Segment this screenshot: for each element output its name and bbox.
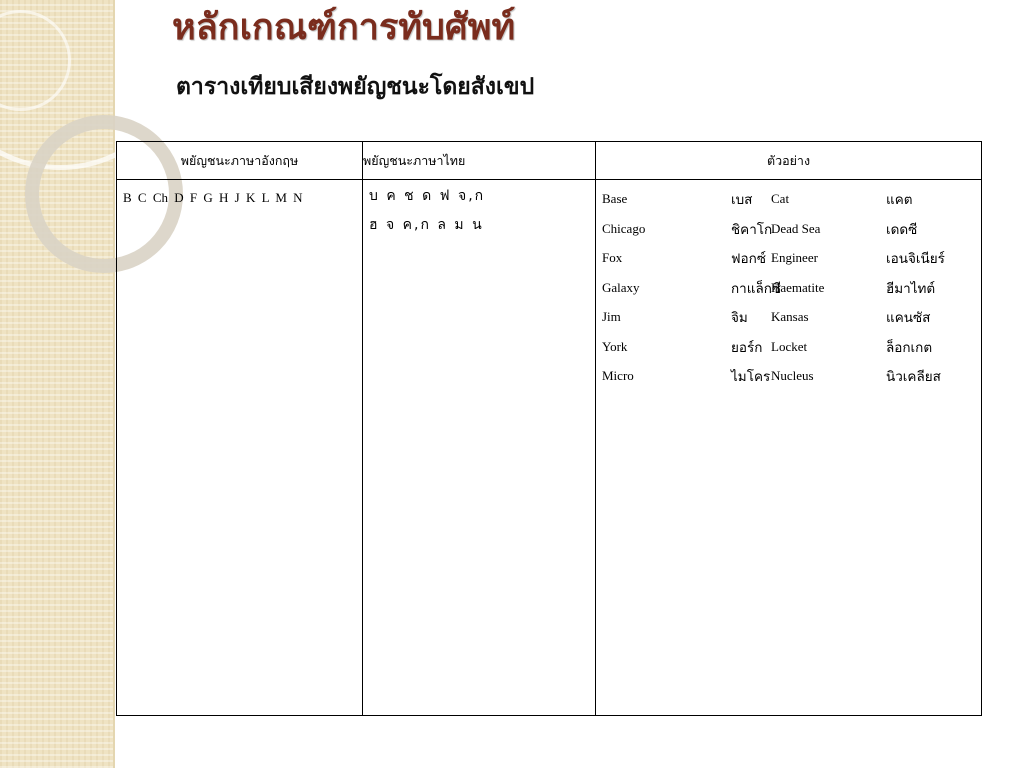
- example-row: [596, 331, 981, 361]
- table-header-row: [117, 142, 982, 180]
- example-thai-word: เบส: [731, 192, 753, 208]
- example-thai-word: เดดซี: [886, 221, 918, 238]
- english-consonants-cell: [117, 180, 363, 716]
- example-english-word: Haematite: [771, 279, 825, 295]
- example-row: [596, 301, 981, 331]
- header-english-consonants: พยัญชนะภาษาอังกฤษ: [117, 142, 363, 180]
- example-english-word: Base: [602, 191, 628, 206]
- thai-consonant-line: ฮ จ ค,ก ล ม น: [369, 217, 484, 233]
- examples-list: [596, 180, 981, 390]
- example-english-word: Nucleus: [771, 368, 814, 383]
- example-thai-word: กาแล็กซี: [731, 280, 782, 297]
- example-english-word: Locket: [771, 338, 808, 354]
- example-english-word: Galaxy: [602, 279, 640, 295]
- thai-consonant-line: บ ค ช ด ฟ จ,ก: [369, 188, 486, 204]
- example-thai-word: จิม: [731, 310, 748, 326]
- example-thai-word: นิวเคลียส: [886, 369, 941, 385]
- example-row: [596, 242, 981, 272]
- slide-subtitle: ตารางเทียบเสียงพยัญชนะโดยสังเขป: [176, 74, 535, 100]
- example-english-word: Fox: [602, 250, 623, 265]
- example-english-word: Jim: [602, 309, 621, 324]
- example-english-word: Engineer: [771, 250, 818, 265]
- example-thai-word: แคต: [886, 192, 913, 208]
- slide-title: หลักเกณฑ์การทับศัพท์: [172, 7, 516, 48]
- example-row: [596, 360, 981, 390]
- example-english-word: Kansas: [771, 309, 809, 324]
- example-thai-word: ฮีมาไทต์: [886, 280, 936, 297]
- example-row: [596, 272, 981, 302]
- example-thai-word: ยอร์ก: [731, 339, 763, 356]
- example-thai-word: แคนซัส: [886, 310, 931, 326]
- example-english-word: Chicago: [602, 220, 646, 236]
- examples-cell: [596, 180, 982, 716]
- table-row: [117, 180, 982, 716]
- example-row: [596, 213, 981, 243]
- consonant-comparison-table: [116, 141, 982, 716]
- thai-consonants-cell: [363, 180, 596, 716]
- example-english-word: Dead Sea: [771, 220, 821, 236]
- example-thai-word: ฟอกซ์: [731, 251, 767, 267]
- example-thai-word: ไมโคร: [731, 369, 771, 385]
- header-thai-consonants: พยัญชนะภาษาไทย: [363, 142, 596, 180]
- example-thai-word: เอนจิเนียร์: [886, 251, 945, 267]
- example-english-word: Micro: [602, 368, 634, 383]
- header-examples: ตัวอย่าง: [596, 142, 982, 180]
- example-thai-word: ชิคาโก: [731, 221, 773, 238]
- example-english-word: York: [602, 338, 628, 354]
- example-row: [596, 183, 981, 213]
- decorative-side-band: [0, 0, 115, 768]
- english-consonant-list: B C Ch D F G H J K L M N: [123, 190, 303, 205]
- example-english-word: Cat: [771, 191, 790, 206]
- example-thai-word: ล็อกเกต: [886, 339, 933, 356]
